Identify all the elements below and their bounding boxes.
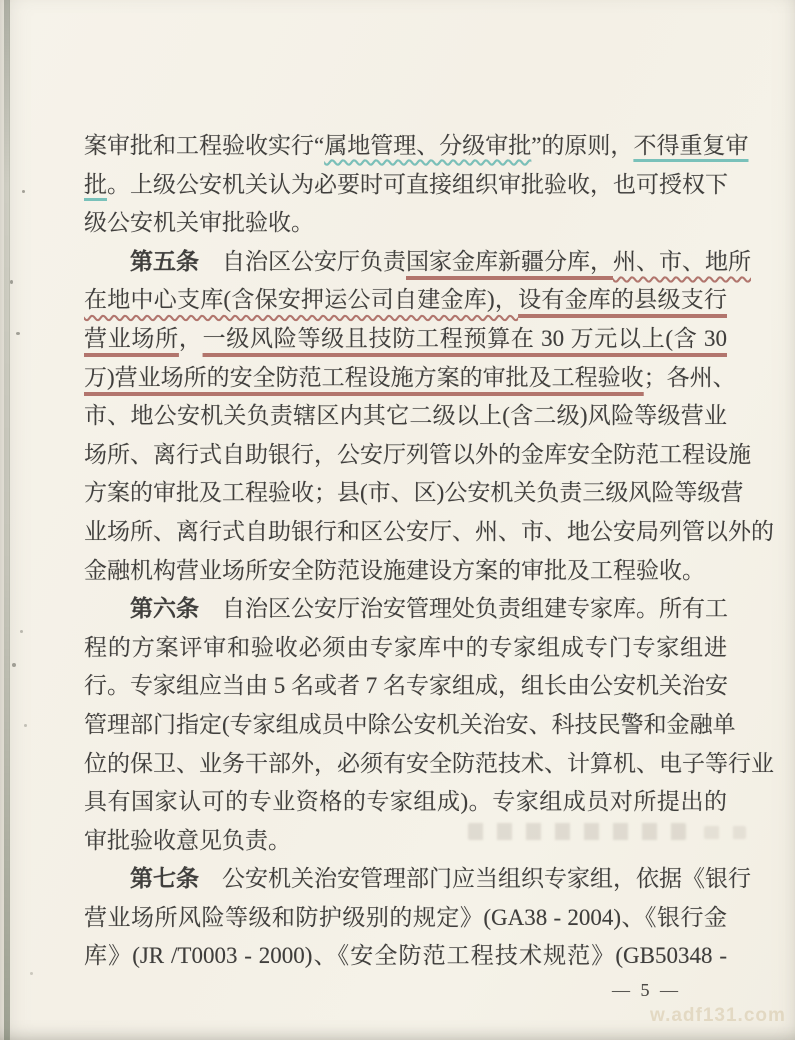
text-line [84,667,727,706]
marker-underlined-text: 国家金库新疆分库， [406,248,613,274]
text-line [84,552,727,591]
text-segment: 公安机关治安管理部门应当组织专家组，依据《银行 [199,866,751,892]
text-segment: 自治区公安厅治安管理处负责组建专家库。所有工 [199,596,728,622]
text-line [84,937,727,976]
text-line [84,860,751,899]
text-line [84,204,727,243]
marker-underlined-text: 批 [84,171,107,197]
scan-edge [4,0,10,1040]
text-line [84,474,744,513]
text-segment: 行。专家组应当由 5 名或者 7 名专家组成，组长由公安机关治安 [84,673,728,699]
ink-bleedthrough-mark [704,826,746,839]
text-line [84,783,727,822]
text-segment: 自治区公安厅负责 [199,248,406,274]
paper-speck [30,972,33,975]
text-line [84,166,727,205]
text-segment: 库》(JR /T0003 - 2000)、《安全防范工程技术规范》(GB50348 - [84,943,727,969]
text-line [84,706,736,745]
text-segment: 第六条 [130,596,199,622]
marker-underlined-text: 州、市、地所 [613,248,751,274]
marker-underlined-text: 万)营业场所的安全防范工程设施方案的审批及工程验收 [84,364,644,390]
text-line [84,243,751,282]
text-line [84,436,751,475]
paper-speck [12,663,16,667]
text-line [84,745,774,784]
watermark-text: w.adf131.com [650,1005,786,1026]
text-segment: 。上级公安机关认为必要时可直接组织审批验收，也可授权下 [107,171,728,197]
text-segment: 程的方案评审和验收必须由专家库中的专家组成专门专家组进 [84,634,727,660]
text-line [84,629,727,668]
text-segment: 营业场所风险等级和防护级别的规定》(GA38 - 2004)、《银行金 [84,904,727,930]
document-body [84,127,774,976]
text-segment: 具有国家认可的专业资格的专家组成)。专家组成员对所提出的 [84,789,727,815]
paper-speck [24,724,27,727]
text-segment: 级公安机关审批验收。 [84,210,314,236]
text-line [84,281,727,320]
marker-underlined-text: 属地管理、分级审批 [324,133,532,158]
paper-speck [16,332,20,335]
text-segment: 金融机构营业场所安全防范设施建设方案的审批及工程验收。 [84,557,705,583]
paper-speck [22,190,25,193]
ink-bleedthrough-mark [468,823,686,840]
marker-underlined-text: 设有金库的县级支行 [518,287,727,313]
text-segment: 第七条 [130,866,199,892]
text-segment: 业场所、离行式自助银行和区公安厅、州、市、地公安局列管以外的 [84,518,774,544]
text-line [84,397,727,436]
text-segment: 位的保卫、业务干部外，必须有安全防范技术、计算机、电子等行业 [84,750,774,776]
page-number: — 5 — [612,980,681,1000]
text-line [84,359,736,398]
text-segment: 场所、离行式自助银行，公安厅列管以外的金库安全防范工程设施 [84,441,751,467]
text-segment: 案审批和工程验收实行“ [84,133,325,158]
text-segment: ；各州、 [643,364,736,390]
text-line [84,127,749,166]
marker-underlined-text: 一级风险等级且技防工程预算在 30 万元以上(含 30 [202,325,727,351]
text-segment: ， [178,325,203,351]
paper-speck [10,280,13,284]
text-line [84,590,727,629]
text-segment: 管理部门指定(专家组成员中除公安机关治安、科技民警和金融单 [84,711,736,737]
text-line [84,320,727,359]
text-line [84,899,727,938]
text-segment: 市、地公安机关负责辖区内其它二级以上(含二级)风险等级营业 [84,403,727,429]
text-segment: ”的原则， [531,133,634,158]
marker-underlined-text: 营业场所 [84,325,179,351]
text-line [84,513,774,552]
text-segment: 方案的审批及工程验收；县(市、区)公安机关负责三级风险等级营 [84,480,744,506]
marker-underlined-text: 不得重复审 [633,133,749,158]
text-segment: 审批验收意见负责。 [84,827,291,853]
text-segment: 第五条 [130,248,199,274]
paper-speck [20,630,23,633]
marker-underlined-text: 在地中心支库(含保安押运公司自建金库)， [84,287,519,313]
